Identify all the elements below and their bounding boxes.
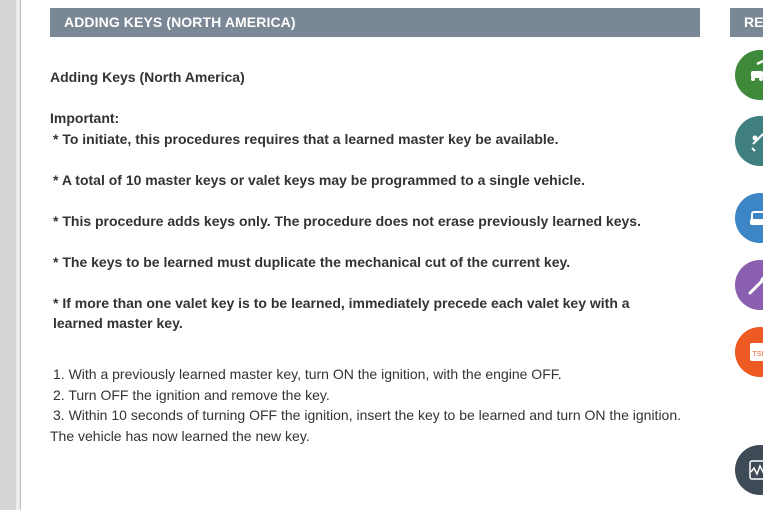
- closing-text: The vehicle has now learned the new key.: [50, 427, 310, 444]
- tsb-document-icon[interactable]: [735, 327, 763, 377]
- section-header: [50, 8, 700, 37]
- bullet-item: * A total of 10 master keys or valet keys may be programmed to a single vehicle.: [53, 171, 585, 188]
- gutter-divider: [16, 0, 20, 510]
- bullet-item: * The keys to be learned must duplicate the mechanical cut of the current key.: [53, 253, 571, 270]
- diagnostic-tool-icon[interactable]: [735, 116, 763, 166]
- related-panel-header: [730, 8, 763, 37]
- section-title: ADDING KEYS (NORTH AMERICA): [64, 14, 296, 30]
- tsb-label: TSI: [752, 351, 763, 358]
- bullet-item: * This procedure adds keys only. The procedure does not erase previously learned keys.: [53, 212, 641, 229]
- related-panel-title: RE: [744, 14, 763, 30]
- left-scroll-gutter: [0, 0, 21, 510]
- vehicle-wrench-icon[interactable]: [735, 50, 763, 100]
- step-item: 3. Within 10 seconds of turning OFF the ignition, insert the key to be learned and turn ON the ignition.: [53, 407, 682, 423]
- bullet-item: * If more than one valet key is to be learned, immediately precede each valet key with a learned master key.: [53, 294, 630, 331]
- procedure-content: [50, 67, 700, 446]
- step-item: 1. With a previously learned master key, turn ON the ignition, with the engine OFF.: [53, 366, 562, 382]
- procedure-subtitle: Adding Keys (North America): [50, 69, 245, 85]
- car-front-icon[interactable]: [735, 193, 763, 243]
- step-item: 2. Turn OFF the ignition and remove the key.: [53, 386, 330, 403]
- important-label: Important:: [50, 110, 120, 126]
- bullet-item: * To initiate, this procedures requires that a learned master key be available.: [53, 130, 559, 147]
- waveform-icon[interactable]: [735, 445, 763, 495]
- screwdriver-icon[interactable]: [735, 260, 763, 310]
